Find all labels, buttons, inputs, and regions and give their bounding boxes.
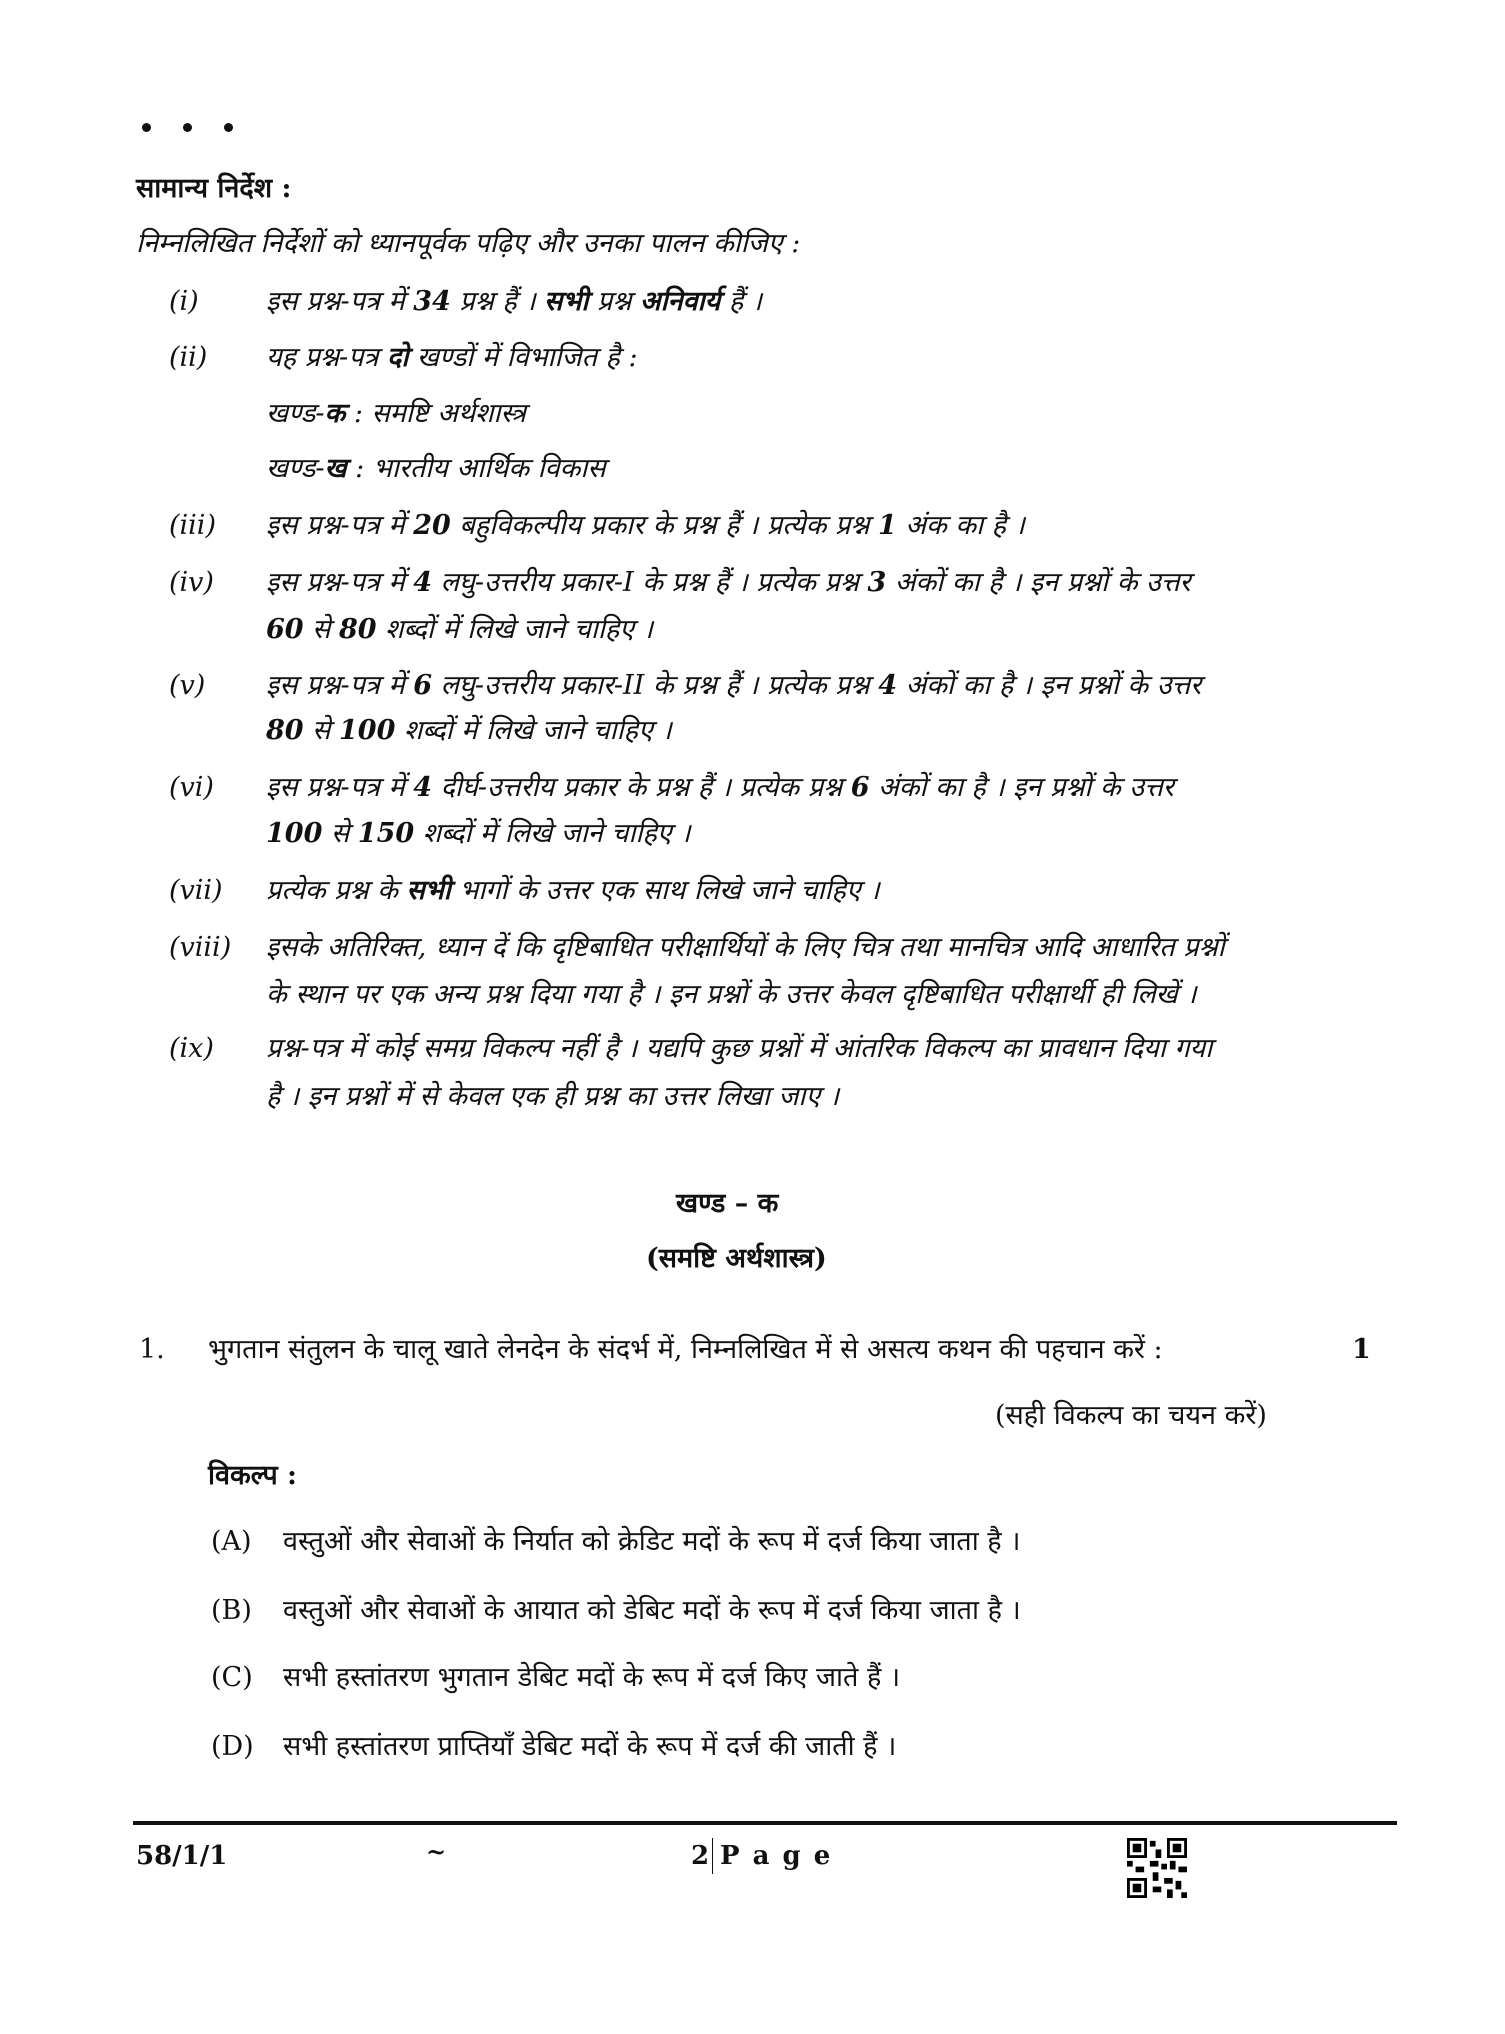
instructions-intro: निम्नलिखित निर्देशों को ध्यानपूर्वक पढ़िए और उनका पालन कीजिए : xyxy=(136,228,801,259)
instruction-text: 6 xyxy=(413,670,433,701)
instruction-text: खण्डों में विभाजित है : xyxy=(408,342,638,373)
instruction-number: (ix) xyxy=(169,1033,214,1064)
instruction-text: से xyxy=(303,614,339,645)
instruction-text: 4 xyxy=(878,670,897,701)
qr-code-icon xyxy=(1127,1838,1187,1898)
footer-mark: ~ xyxy=(426,1837,447,1866)
instruction-line xyxy=(266,569,1191,596)
instruction-text: ख xyxy=(324,453,347,484)
instruction-text: इस प्रश्न-पत्र में xyxy=(266,286,414,317)
instruction-line xyxy=(266,877,880,904)
instruction-text: प्रश्न xyxy=(588,286,641,317)
instruction-text: इस प्रश्न-पत्र में xyxy=(266,567,414,598)
instruction-text: अनिवार्य xyxy=(640,286,721,317)
instruction-text: क xyxy=(324,398,346,429)
option-letter: (D) xyxy=(211,1731,254,1762)
instruction-line xyxy=(266,820,691,847)
instruction-text: दीर्घ-उत्तरीय प्रकार के प्रश्न हैं । प्रत्येक प्रश्न xyxy=(432,772,851,803)
instruction-text: 150 xyxy=(357,818,415,849)
instruction-text: लघु-उत्तरीय प्रकार-II के प्रश्न हैं । प्रत्येक प्रश्न xyxy=(432,670,879,701)
instruction-text: से xyxy=(322,818,358,849)
instruction-line xyxy=(266,672,1201,699)
instruction-number: (iv) xyxy=(169,567,214,598)
instruction-line xyxy=(266,774,1174,801)
section-title: खण्ड – क xyxy=(676,1188,779,1219)
instruction-number: (iii) xyxy=(169,510,216,541)
instruction-text: : समष्टि अर्थशास्त्र xyxy=(345,398,526,429)
instruction-text: अंकों का है । इन प्रश्नों के उत्तर xyxy=(886,567,1191,598)
instruction-text: 80 xyxy=(339,614,377,645)
option-letter: (B) xyxy=(211,1595,252,1626)
instruction-text: इस प्रश्न-पत्र में xyxy=(266,670,414,701)
question-text: भुगतान संतुलन के चालू खाते लेनदेन के संदर्भ में, निम्नलिखित में से असत्य कथन की पहचान करें : xyxy=(208,1334,1163,1365)
instruction-text: शब्दों में लिखे जाने चाहिए । xyxy=(376,614,653,645)
question-marks: 1 xyxy=(1352,1334,1371,1365)
instruction-text: लघु-उत्तरीय प्रकार-I के प्रश्न हैं । प्रत्येक प्रश्न xyxy=(432,567,868,598)
instruction-number: (i) xyxy=(169,286,199,317)
section-subtitle: (समष्टि अर्थशास्त्र) xyxy=(646,1243,827,1274)
instruction-line xyxy=(266,717,672,744)
instruction-text: 34 xyxy=(413,286,451,317)
instruction-number: (v) xyxy=(169,670,206,701)
instruction-line xyxy=(266,344,638,371)
instruction-text: सभी xyxy=(544,286,589,317)
page-label: P a g e xyxy=(720,1841,833,1871)
option-text: सभी हस्तांतरण भुगतान डेबिट मदों के रूप में दर्ज किए जाते हैं । xyxy=(283,1662,901,1693)
instruction-text: खण्ड- xyxy=(266,453,325,484)
instruction-text: शब्दों में लिखे जाने चाहिए । xyxy=(395,715,672,746)
instruction-line xyxy=(266,1083,839,1110)
instruction-text: भागों के उत्तर एक साथ लिखे जाने चाहिए । xyxy=(450,875,880,906)
instruction-number: (vi) xyxy=(169,772,214,803)
decorative-dot xyxy=(142,123,151,132)
option-letter: (A) xyxy=(211,1526,252,1557)
decorative-dot xyxy=(224,123,233,132)
instruction-text: 80 xyxy=(266,715,304,746)
instruction-text: दो xyxy=(386,342,409,373)
question-number: 1. xyxy=(139,1334,165,1365)
decorative-dot xyxy=(183,123,192,132)
question-hint: (सही विकल्प का चयन करें) xyxy=(995,1400,1267,1431)
instruction-text: अंकों का है । इन प्रश्नों के उत्तर xyxy=(896,670,1202,701)
instruction-text: हैं । xyxy=(720,286,763,317)
instruction-text: प्रश्न हैं । xyxy=(450,286,545,317)
instruction-text: 100 xyxy=(339,715,396,746)
instruction-line xyxy=(266,616,653,643)
instruction-text: शब्दों में लिखे जाने चाहिए । xyxy=(414,818,691,849)
instructions-heading: सामान्य निर्देश : xyxy=(136,173,292,204)
instruction-text: अंकों का है । इन प्रश्नों के उत्तर xyxy=(869,772,1174,803)
option-text: वस्तुओं और सेवाओं के निर्यात को क्रेडिट मदों के रूप में दर्ज किया जाता है । xyxy=(283,1526,1021,1557)
instruction-number: (vii) xyxy=(169,875,223,906)
instruction-line xyxy=(266,981,1197,1008)
paper-code: 58/1/1 xyxy=(136,1841,228,1871)
instruction-text: प्रत्येक प्रश्न के xyxy=(266,875,407,906)
option-letter: (C) xyxy=(211,1662,253,1693)
instruction-text: सभी xyxy=(406,875,451,906)
instruction-text: 100 xyxy=(266,818,323,849)
instruction-text: इसके अतिरिक्त, ध्यान दें कि दृष्टिबाधित परीक्षार्थियों के लिए चित्र तथा मानचित्र आदि आधारित प्रश्नों xyxy=(266,932,1225,963)
instruction-text: के स्थान पर एक अन्य प्रश्न दिया गया है । इन प्रश्नों के उत्तर केवल दृष्टिबाधित परीक्षार्थी ही लिखें । xyxy=(266,979,1197,1010)
instruction-text: 3 xyxy=(867,567,887,598)
page-separator xyxy=(712,1838,713,1874)
instruction-text: अंक का है । xyxy=(896,510,1025,541)
instruction-text: से xyxy=(303,715,339,746)
instruction-line xyxy=(266,288,762,315)
instruction-text: 6 xyxy=(850,772,870,803)
instruction-number: (viii) xyxy=(169,932,232,963)
instruction-text: : भारतीय आर्थिक विकास xyxy=(346,453,606,484)
option-text: वस्तुओं और सेवाओं के आयात को डेबिट मदों के रूप में दर्ज किया जाता है । xyxy=(283,1595,1021,1626)
instruction-number: (ii) xyxy=(169,342,208,373)
instruction-text: बहुविकल्पीय प्रकार के प्रश्न हैं । प्रत्येक प्रश्न xyxy=(450,510,879,541)
instruction-line xyxy=(266,934,1225,961)
instruction-text: खण्ड- xyxy=(266,398,325,429)
instruction-line xyxy=(266,1035,1212,1062)
options-label: विकल्प : xyxy=(208,1460,298,1491)
instruction-line xyxy=(266,455,606,482)
instruction-line xyxy=(266,512,1025,539)
instruction-text: 4 xyxy=(413,772,433,803)
instruction-text: प्रश्न-पत्र में कोई समग्र विकल्प नहीं है । यद्यपि कुछ प्रश्नों में आंतरिक विकल्प का प्रावधान दिया गया xyxy=(266,1033,1213,1064)
page-number: 2 xyxy=(691,1841,710,1871)
instruction-text: 4 xyxy=(413,567,433,598)
instruction-text: 60 xyxy=(266,614,304,645)
instruction-text: 1 xyxy=(878,510,897,541)
instruction-text: है । इन प्रश्नों में से केवल एक ही प्रश्न का उत्तर लिखा जाए । xyxy=(266,1081,840,1112)
instruction-text: यह प्रश्न-पत्र xyxy=(266,342,387,373)
footer-divider xyxy=(133,1821,1397,1825)
instruction-text: इस प्रश्न-पत्र में xyxy=(266,510,414,541)
option-text: सभी हस्तांतरण प्राप्तियाँ डेबिट मदों के रूप में दर्ज की जाती हैं । xyxy=(283,1731,897,1762)
instruction-line xyxy=(266,400,526,427)
instruction-text: 20 xyxy=(413,510,451,541)
instruction-text: इस प्रश्न-पत्र में xyxy=(266,772,414,803)
